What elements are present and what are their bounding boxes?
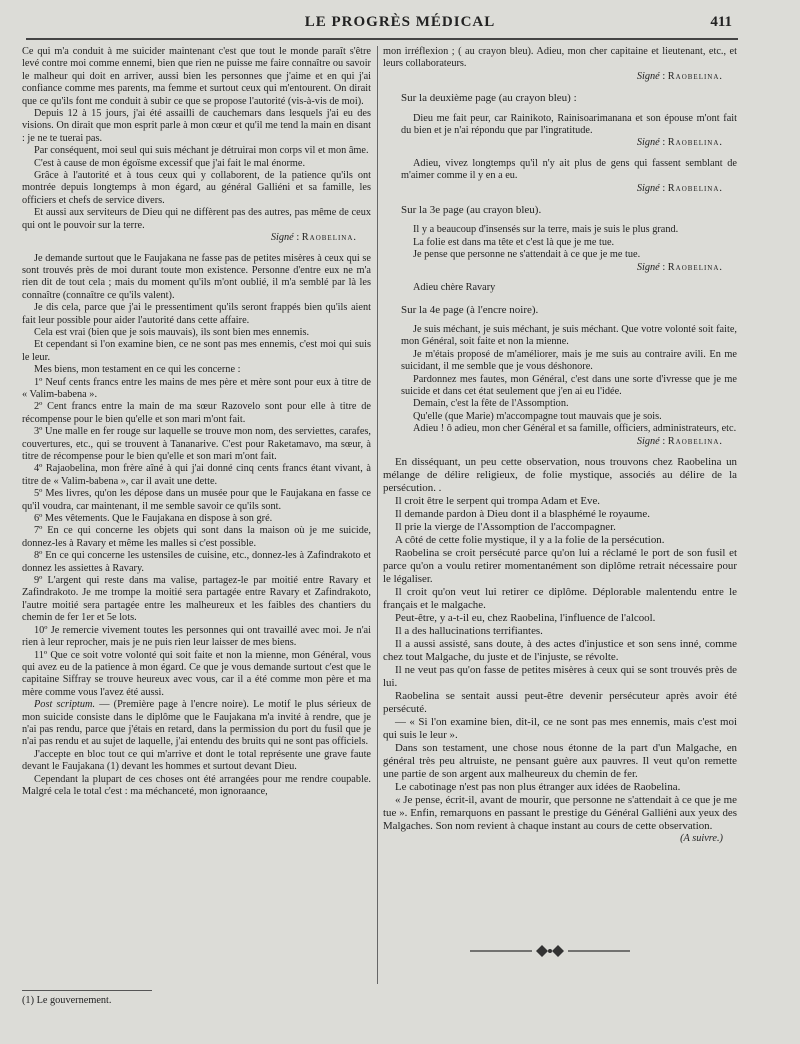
quote: Adieu ! ô adieu, mon cher Général et sa famille, officiers, administrateurs, etc. xyxy=(413,423,737,435)
to-be-continued-text: (A suivre.) xyxy=(680,832,723,844)
journal-title: LE PROGRÈS MÉDICAL xyxy=(304,14,496,30)
signature-label: Signé xyxy=(636,70,660,82)
signature: Signé : Raobelina. xyxy=(636,70,723,82)
column-divider xyxy=(377,46,378,984)
paragraph: Par conséquent, moi seul qui suis méchant je détruirai mon corps vil et mon âme. xyxy=(34,145,369,157)
signature-name: Raobelina. xyxy=(667,435,723,447)
signature: Signé : Raobelina. xyxy=(636,435,723,447)
paragraph: Mes biens, mon testament en ce qui les concerne : xyxy=(34,364,241,376)
signature-label: Signé xyxy=(636,182,660,194)
commentary-paragraph: Raobelina se croit persécuté parce qu'on lui a réclamé le port de son fusil et parce qu'on a voulu retirer momentanément son diplôme retrait nécessaire pour le légaliser. xyxy=(383,546,737,585)
paragraph: Cependant la plupart de ces choses ont été arrangées pour me rendre coupable. Malgré cela le total c'est : ma méchanceté, mon ignoraance, xyxy=(22,773,371,797)
commentary-paragraph: Raobelina se sentait aussi peut-être devenir persécuteur après avoir été persécuté. xyxy=(383,689,737,715)
commentary-paragraph: Il ne veut pas qu'on fasse de petites misères à ceux qui se sont trouvés près de lui. xyxy=(383,663,737,689)
commentary-paragraph: « Je pense, écrit-il, avant de mourir, que personne ne s'attendait à ce que je me tue ». Enfin, remarquons en passant le prestige du Général Galliéni aux yeux des Malgaches. Son nom revient à chaque instant au cours de cette observation. xyxy=(383,793,737,832)
quote: Je m'étais proposé de m'améliorer, mais je me suis au contraire avili. En me suicidant, il me semble que je vous déshonore. xyxy=(401,348,737,373)
quote: Il y a beaucoup d'insensés sur la terre, mais je suis le plus grand. xyxy=(413,224,679,236)
signature-label: Signé xyxy=(636,435,660,447)
commentary-paragraph: Il demande pardon à Dieu dont il a blasphémé le royaume. xyxy=(395,507,650,520)
commentary-paragraph: Il a aussi assisté, sans doute, à des actes d'injustice et son sens inné, comme chez tout Malgache, du juste et de l'injuste, se révolte. xyxy=(383,637,737,663)
list-item: 11º Que ce soit votre volonté qui soit faite et non la mienne, mon Général, vous qui avez eu de la patience à mon égard. Ce que je vous demande surtout c'est que le capitaine Siffray se trouve heureux avec vous, car il a été comme mon père et ma mère comme vous l'avez été aussi. xyxy=(22,649,371,698)
footnote-rule xyxy=(22,990,152,991)
quote: Adieu, vivez longtemps qu'il n'y ait plus de gens qui fassent semblant de m'aimer comme il y en a eu. xyxy=(401,157,737,182)
paragraph: C'est à cause de mon égoïsme excessif que j'ai fait le mal énorme. xyxy=(34,157,306,169)
commentary-paragraph: Dans son testament, une chose nous étonne de la part d'un Malgache, en général très peu altruiste, ne pensant guère aux pauvres. Il veut qu'on remette une partie de son argent aux malheureux du chemin de fer. xyxy=(383,741,737,780)
postscript-text: — (Première page à l'encre noire). Le motif le plus sérieux de mon suicide consiste dans le diplôme que le Faujakana m'a invité à rendre, que je n'ai pas rendu, parce que j'étais en retard, dans la permission du port du fusil que je n'ai pas rendu et au sujet de laquelle, j'ai entendu des bruits qui ne sont pas officiels. xyxy=(22,699,371,748)
signature-name: Raobelina. xyxy=(667,70,723,82)
commentary-paragraph: Peut-être, y a-t-il eu, chez Raobelina, l'influence de l'alcool. xyxy=(395,611,656,624)
postscript xyxy=(22,699,371,749)
paragraph: Cela est vrai (bien que je sois mauvais), ils sont bien mes ennemis. xyxy=(34,326,310,338)
page-caption: Sur la 3e page (au crayon bleu). xyxy=(401,204,542,217)
signature: Signé : Raobelina. xyxy=(636,137,723,149)
paragraph: Ce qui m'a conduit à me suicider maintenant c'est que tout le monde paraît s'être levé contre moi comme ennemi, bien que rien ne puisse me faire connaître ou savoir le malheur qui doit en arriver, aussi bien les personnes que j'aime et en qui j'ai confiance comme mes parents, ma femme et surtout ceux qui m'entourent. On dirait que ce qu'ils font me conduit à subir ce que se propose l'autorité (vis-à-vis de moi). xyxy=(22,46,371,107)
signature-label: Signé xyxy=(636,261,660,273)
paragraph: Je demande surtout que le Faujakana ne fasse pas de petites misères à ceux qui se sont trouvés près de moi durant toute mon existence. Personne d'entre eux ne m'a rien dit de tout cela ; mais du moment qu'ils m'ont oublié, il m'a semblé par là les connaître (connaître ce qu'ils valent). xyxy=(22,252,371,301)
quote: Je pense que personne ne s'attendait à ce que je me tue. xyxy=(413,249,641,261)
commentary-paragraph: Il prie la vierge de l'Assomption de l'accompagner. xyxy=(395,520,616,533)
to-be-continued xyxy=(383,833,737,845)
paragraph: J'accepte en bloc tout ce qui m'arrive et dont le total représente une grave faute devant le Faujakana (1) devant les hommes et surtout devant Dieu. xyxy=(22,748,371,773)
commentary-paragraph: En disséquant, un peu cette observation, nous trouvons chez Raobelina un mélange de délire religieux, de folie mystique, associés au délire de la persécution. . xyxy=(383,455,737,494)
signature: Signé : Raobelina. xyxy=(636,261,723,273)
list-item: 8º En ce qui concerne les ustensiles de cuisine, etc., donnez-les à Zafindrakoto et donnez les assiettes à Ravary. xyxy=(22,550,371,574)
list-item: 6º Mes vêtements. Que le Faujakana en dispose à son gré. xyxy=(34,513,273,525)
quote: Je suis méchant, je suis méchant, je suis méchant. Que votre volonté soit faite, mon Général, soit faite et non la mienne. xyxy=(401,323,737,348)
signature-label: Signé xyxy=(270,232,294,244)
quote: Qu'elle (que Marie) m'accompagne tout mauvais que je sois. xyxy=(413,410,662,422)
list-item: 9º L'argent qui reste dans ma valise, partagez-le par moitié entre Ravary et Zafindrakoto. Je me trompe la moitié sera partagée entre Ravary et Zafindrakoto, l'autre moitié sera partagée entre les malheureux et les faibles des chantiers du chemin de fer 1er et 5e lots. xyxy=(22,575,371,624)
list-item: 1º Neuf cents francs entre les mains de mes père et mère sont pour eux à titre de « Valim-babena ». xyxy=(22,376,371,400)
signature-name: Raobelina. xyxy=(667,261,723,273)
page-caption: Sur la 4e page (à l'encre noire). xyxy=(401,303,539,316)
paragraph: Et aussi aux serviteurs de Dieu qui ne diffèrent pas des autres, pas même de ceux qui ont le pouvoir sur la terre. xyxy=(22,207,371,231)
header-rule xyxy=(26,38,738,40)
paragraph: Grâce à l'autorité et à tous ceux qui y collaborent, de la patience qu'ils ont montrée depuis longtemps à mon égard, au général Galliéni et sa famille, les officiers et chefs de service divers. xyxy=(22,170,371,206)
commentary-paragraph: — « Si l'on examine bien, dit-il, ce ne sont pas mes ennemis, mais c'est moi qui suis le leur ». xyxy=(383,715,737,741)
commentary-paragraph: Il croit être le serpent qui trompa Adam et Eve. xyxy=(395,494,601,507)
signature: Signé : Raobelina. xyxy=(636,182,723,194)
signature-label: Signé xyxy=(636,137,660,149)
page-caption: Sur la deuxième page (au crayon bleu) : xyxy=(401,92,577,105)
list-item: 4º Rajaobelina, mon frère aîné à qui j'ai donné cinq cents francs étant vivant, à titre de « Valim-babena », car il avait une dette. xyxy=(22,463,371,487)
postscript-label: Post scriptum. xyxy=(34,699,96,711)
right-column xyxy=(383,46,737,845)
paragraph: Je dis cela, parce que j'ai le pressentiment qu'ils seront frappés bien qu'ils aient fait leur possible pour aider l'autorité dans cette affaire. xyxy=(22,302,371,326)
list-item: 10º Je remercie vivement toutes les personnes qui ont travaillé avec moi. Je n'ai rien à leur reprocher, mais je ne puis rien leur laisser de mes biens. xyxy=(22,624,371,649)
list-item: 2º Cent francs entre la main de ma sœur Razovelo sont pour elle à titre de récompense pour le bien qu'elle et son mari m'ont fait. xyxy=(22,401,371,425)
signature-name: Raobelina. xyxy=(667,182,723,194)
left-column xyxy=(22,46,371,798)
list-item: 3º Une malle en fer rouge sur laquelle se trouve mon nom, des serviettes, carafes, couvertures, etc., qui se trouvent à Tananarive. C'est pour Raketamavo, ma sœur, à titre de récompense pour le bien qu'elle et son mari m'ont fait. xyxy=(22,426,371,462)
quote: La folie est dans ma tête et c'est là que je me tue. xyxy=(413,236,615,248)
quote: Dieu me fait peur, car Rainikoto, Rainisoarimanana et son épouse m'ont fait du bien et je n'ai répondu que par l'ingratitude. xyxy=(401,112,737,137)
quote: Adieu chère Ravary xyxy=(413,282,496,294)
commentary-paragraph: Il croit qu'on veut lui retirer ce diplôme. Déplorable malentendu entre le français et le malgache. xyxy=(383,585,737,611)
quote: Pardonnez mes fautes, mon Général, c'est dans une sorte d'ivresse que je me suicide et dans cet état seulement que j'en ai eu l'idée. xyxy=(401,373,737,397)
paragraph: Et cependant si l'on examine bien, ce ne sont pas mes ennemis, c'est moi qui suis le leur. xyxy=(22,339,371,363)
signature-name: Raobelina. xyxy=(301,232,357,244)
commentary-paragraph: Il a des hallucinations terrifiantes. xyxy=(395,624,543,637)
list-item: 5º Mes livres, qu'on les dépose dans un musée pour que le Faujakana en fasse ce qu'il voudra, car maintenant, il me semble savoir ce qu'ils sont. xyxy=(22,488,371,512)
page-number: 411 xyxy=(710,14,732,30)
ornament-divider xyxy=(470,941,630,961)
paragraph: Depuis 12 à 15 jours, j'ai été assailli de cauchemars dans lesquels j'ai eu des visions. On dirait que mon esprit parle à mon cœur et qu'il me tend la main en disant : je ne te tuerai pas. xyxy=(22,108,371,144)
quote: Demain, c'est la fête de l'Assomption. xyxy=(413,398,569,410)
list-item: 7º En ce qui concerne les objets qui sont dans la maison où je me suicide, donnez-les à Ravary et même les malles si c'est possible. xyxy=(22,525,371,549)
signature: Signé : Raobelina. xyxy=(270,232,357,244)
commentary-paragraph: A côté de cette folie mystique, il y a la folie de la persécution. xyxy=(395,533,665,546)
commentary-paragraph: Le cabotinage n'est pas non plus étranger aux idées de Raobelina. xyxy=(395,780,681,793)
footnote: (1) Le gouvernement. xyxy=(22,995,112,1006)
signature-name: Raobelina. xyxy=(667,137,723,149)
paragraph: mon irréflexion ; ( au crayon bleu). Adieu, mon cher capitaine et lieutenant, etc., et leurs collaborateurs. xyxy=(383,46,737,70)
